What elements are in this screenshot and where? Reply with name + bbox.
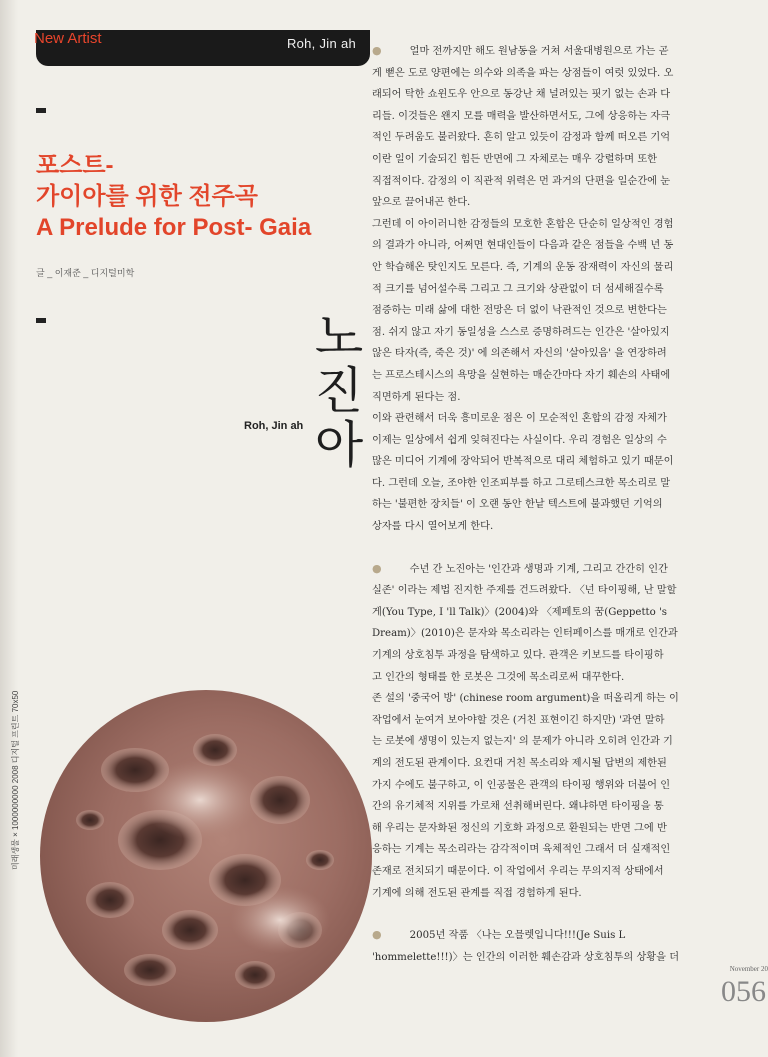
body-paragraph — [372, 924, 738, 968]
body-line-text: 래되어 탁한 쇼윈도우 안으로 동강난 채 널려있는 핏기 없는 손과 다 — [372, 89, 671, 101]
body-line — [372, 731, 738, 753]
body-line-text: 얼마 전까지만 해도 원남동을 거쳐 서울대병원으로 가는 곧 — [409, 46, 669, 57]
body-line-text: 기계에 의해 전도된 관계를 직접 경험하게 된다. — [372, 887, 582, 899]
header-artist-name: Roh, Jin ah — [286, 36, 356, 51]
body-line-text: 의 결과가 아니라, 어쩌면 현대인들이 다음과 같은 점들을 수백 년 동 — [372, 240, 674, 252]
body-line — [372, 688, 738, 710]
body-line — [372, 580, 738, 602]
body-line — [372, 257, 738, 279]
body-line-text: 는 로봇에 생명이 있는지 없는지' 의 문제가 아니라 오히려 인간과 기 — [372, 736, 673, 748]
body-line — [372, 322, 738, 344]
body-line-text: 직접적이다. 감정의 이 직관적 위력은 먼 과거의 단편을 일순간에 눈 — [372, 175, 671, 187]
artist-name-char: 진 — [314, 362, 364, 420]
body-line — [372, 667, 738, 689]
body-line-text: 이란 일이 기술되긴 힘든 반면에 그 자체로는 매우 강렬하며 또한 — [372, 153, 658, 165]
body-line — [372, 127, 738, 149]
body-line — [372, 106, 738, 128]
body-line-text: 기계의 상호침투 과정을 탐색하고 있다. 관객은 키보드를 타이핑하 — [372, 650, 664, 662]
article-body — [372, 40, 738, 968]
body-line — [372, 883, 738, 905]
article-title — [36, 150, 376, 243]
artwork-caption: 미래생물 × 1000000000 2008 디지털 프린트 70x50 — [11, 690, 20, 870]
body-line — [372, 796, 738, 818]
body-paragraph — [372, 214, 738, 408]
body-line — [372, 300, 738, 322]
body-line — [372, 839, 738, 861]
body-line — [372, 775, 738, 797]
body-line — [372, 645, 738, 667]
body-line-text: 실존' 이라는 제법 진지한 주제를 건드려왔다. 〈넌 타이핑해, 난 말할 — [372, 585, 677, 597]
body-line-text: 게 뻗은 도로 양편에는 의수와 의족을 파는 상점들이 여럿 있었다. 오 — [372, 67, 674, 79]
byline: 글 _ 이재준 _ 디지털미학 — [36, 268, 135, 278]
body-line-text: 게(You Type, I 'll Talk)〉(2004)와 〈제페토의 꿈(Geppetto 's — [372, 606, 668, 618]
body-line — [372, 214, 738, 236]
body-line-text: Dream)〉(2010)은 문자와 목소리라는 인터페이스를 매개로 인간과 — [372, 628, 678, 640]
artwork-texture — [40, 690, 372, 1022]
body-line — [372, 924, 738, 947]
paragraph-bullet-icon: ● — [372, 44, 382, 57]
body-line — [372, 602, 738, 624]
body-line — [372, 408, 738, 430]
body-line-text: 해 우리는 문자화된 정신의 기호화 과정으로 환원되는 반면 그에 반 — [372, 822, 667, 834]
body-line — [372, 40, 738, 63]
body-paragraph — [372, 40, 738, 214]
artwork-image — [40, 690, 372, 1022]
body-line-text: 많은 미디어 기계에 장악되어 반복적으로 대리 체험하고 있기 때문이 — [372, 456, 674, 468]
body-line — [372, 451, 738, 473]
body-line-text: 않은 타자(즉, 죽은 것)' 에 의존해서 자신의 '살아있음' 을 연장하려 — [372, 348, 667, 360]
body-line — [372, 365, 738, 387]
body-line — [372, 947, 738, 969]
body-line-text: 가지 수에도 불구하고, 이 인공물은 관객의 타이핑 행위와 더불어 인 — [372, 779, 671, 791]
section-marker — [36, 318, 46, 323]
body-line — [372, 84, 738, 106]
body-line — [372, 63, 738, 85]
body-line-text: 안 학습해온 탓인지도 모른다. 즉, 기계의 운동 잠재력이 자신의 물리 — [372, 261, 674, 273]
body-line — [372, 516, 738, 538]
body-line-text: 점. 쉬지 않고 자기 동일성을 스스로 증명하려드는 인간은 '살아있지 — [372, 326, 670, 338]
page-gutter-shadow — [0, 0, 18, 1057]
body-line-text: 수년 간 노진아는 '인간과 생명과 기계, 그리고 간간히 인간 — [409, 563, 668, 575]
body-line — [372, 818, 738, 840]
body-paragraph — [372, 558, 738, 689]
body-line-text: 는 프로스테시스의 욕망을 실현하는 매순간마다 자기 훼손의 사태에 — [372, 369, 671, 381]
body-line-text: 점증하는 미래 삶에 대한 전망은 더 없이 낙관적인 것으로 변한다는 — [372, 305, 667, 317]
title-line-3: A Prelude for Post- Gaia — [36, 214, 312, 241]
body-line-text: 간의 유기체적 지위를 가로채 선취해버린다. 왜냐하면 타이핑을 통 — [372, 801, 664, 813]
body-line-text: 그런데 이 아이러니한 감정들의 모호한 혼합은 단순히 일상적인 경험 — [372, 218, 674, 230]
body-line — [372, 753, 738, 775]
body-line-text: 작업에서 눈여겨 보아야할 것은 (거친 표현이긴 하지만) '과연 말하 — [372, 714, 665, 726]
paragraph-gap — [372, 904, 738, 924]
body-line-text: 계의 전도된 관계이다. 요컨대 거친 목소리와 제시될 답변의 제한된 — [372, 758, 667, 769]
body-line-text: 2005년 작품 〈나는 오믈렛입니다!!!(Je Suis L — [409, 930, 626, 942]
body-line — [372, 279, 738, 301]
title-line-1: 포스트- — [36, 152, 114, 179]
body-line-text: 적인 두려움도 불러왔다. 흔히 알고 있듯이 감정과 함께 떠오른 기억 — [372, 132, 671, 144]
artist-name-char: 아 — [314, 416, 364, 474]
section-marker — [36, 108, 46, 113]
body-line-text: 다. 그런데 오늘, 조야한 인조피부를 하고 그로테스크한 목소리로 말 — [372, 477, 671, 489]
body-line-text: 하는 '불편한 장치들' 이 오랜 동안 한낱 텍스트에 불과했던 기억의 — [372, 499, 663, 511]
artist-name-vertical — [306, 310, 372, 472]
footer-issue-month: November 20 — [729, 965, 768, 973]
body-line — [372, 473, 738, 495]
body-line-text: 이와 관련해서 더욱 흥미로운 점은 이 모순적인 혼합의 감정 자체가 — [372, 413, 667, 425]
body-line — [372, 430, 738, 452]
body-line — [372, 149, 738, 171]
body-line-text: 직면하게 된다는 점. — [372, 391, 461, 403]
body-line-text: 상자를 다시 열어보게 한다. — [372, 521, 494, 533]
body-paragraph — [372, 408, 738, 538]
section-label: New Artist — [34, 30, 102, 47]
body-line-text: 고 인간의 형태를 한 로봇은 그것에 목소리로써 대꾸한다. — [372, 671, 625, 683]
body-line — [372, 171, 738, 193]
title-line-2: 가이아를 위한 전주곡 — [36, 183, 258, 210]
body-line-text: 이제는 일상에서 쉽게 잊혀진다는 사실이다. 우리 경험은 일상의 수 — [372, 434, 667, 446]
body-line — [372, 494, 738, 516]
body-line — [372, 387, 738, 409]
body-paragraph — [372, 688, 738, 904]
body-line-text: 응하는 기계는 목소리라는 감각적이며 육체적인 그래서 더 실재적인 — [372, 844, 671, 856]
paragraph-bullet-icon: ● — [372, 561, 382, 575]
body-line-text: 존재로 전치되기 때문이다. 이 작업에서 우리는 무의지적 상태에서 — [372, 865, 664, 877]
body-line — [372, 710, 738, 732]
body-line — [372, 623, 738, 645]
page-number: 056 — [721, 975, 766, 1008]
body-line — [372, 861, 738, 883]
body-line — [372, 192, 738, 214]
body-line — [372, 343, 738, 365]
artist-name-char: 노 — [314, 308, 364, 366]
body-line-text: 앞으로 끌어내곤 한다. — [372, 197, 471, 209]
body-line-text: 'hommelette!!!)〉는 인간의 이러한 훼손감과 상호침투의 상황을 더 — [372, 951, 680, 963]
artist-name-roman: Roh, Jin ah — [244, 420, 304, 432]
paragraph-gap — [372, 538, 738, 558]
body-line-text: 존 설의 '중국어 방' (chinese room argument)을 떠올리게 하는 이 — [372, 693, 679, 705]
paragraph-bullet-icon: ● — [372, 928, 382, 942]
body-line — [372, 558, 738, 581]
body-line — [372, 235, 738, 257]
body-line-text: 적 크기를 넘어설수록 그리고 그 크기와 상관없이 더 섬세해질수록 — [372, 283, 664, 295]
body-line-text: 리들. 이것들은 왠지 모를 매력을 발산하면서도, 그에 상응하는 자극 — [372, 110, 671, 122]
